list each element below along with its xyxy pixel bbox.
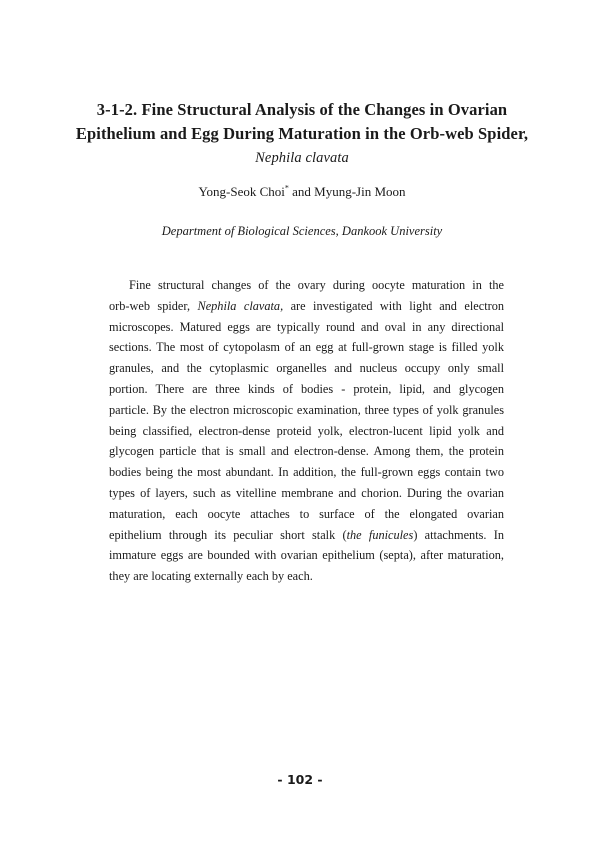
page-number: - 102 - bbox=[277, 772, 323, 787]
abstract-text: glycogen particle that is small and electron-dense. Among them, the protein bbox=[109, 444, 504, 459]
abstract-line bbox=[109, 462, 504, 483]
abstract-text: particle. By the electron microscopic examination, three types of yolk granules bbox=[109, 402, 504, 417]
abstract-line bbox=[109, 566, 504, 587]
paper-title bbox=[60, 98, 544, 170]
authors bbox=[60, 183, 544, 201]
abstract-text: microscopes. Matured eggs are typically round and oval in any directional bbox=[109, 319, 504, 334]
abstract-text: maturation, each oocyte attaches to surface of the elongated ovarian bbox=[109, 506, 504, 521]
affiliation: Department of Biological Sciences, Dankook University bbox=[161, 224, 443, 238]
abstract-text: immature eggs are bounded with ovarian epithelium (septa), after maturation, bbox=[109, 548, 504, 563]
abstract-line bbox=[109, 400, 504, 421]
abstract-text: ) attachments. In bbox=[413, 527, 504, 542]
abstract-line bbox=[109, 525, 504, 546]
abstract-line bbox=[109, 483, 504, 504]
abstract bbox=[109, 275, 504, 587]
abstract-text: granules, and the cytoplasmic organelles and nucleus occupy only small bbox=[109, 361, 504, 376]
abstract-italic-term: the funicules bbox=[346, 527, 414, 542]
abstract-text: portion. There are three kinds of bodies - protein, lipid, and glycogen bbox=[109, 381, 504, 396]
author-2: Myung-Jin Moon bbox=[314, 184, 406, 199]
abstract-text: bodies being the most abundant. In addition, the full-grown eggs contain two bbox=[109, 465, 504, 480]
abstract-line bbox=[109, 337, 504, 358]
abstract-line bbox=[109, 441, 504, 462]
abstract-text: they are locating externally each by each. bbox=[109, 569, 313, 584]
title-line-1: 3-1-2. Fine Structural Analysis of the Changes in Ovarian bbox=[96, 100, 508, 119]
abstract-text: are investigated with light and electron bbox=[283, 298, 505, 313]
abstract-italic-term: Nephila clavata, bbox=[197, 298, 284, 313]
abstract-line bbox=[109, 421, 504, 442]
abstract-text: epithelium through its peculiar short stalk ( bbox=[109, 527, 347, 542]
abstract-line bbox=[109, 358, 504, 379]
abstract-line bbox=[109, 317, 504, 338]
corresponding-author-mark: * bbox=[284, 183, 289, 193]
abstract-line bbox=[109, 545, 504, 566]
abstract-line bbox=[109, 504, 504, 525]
abstract-text: orb-web spider, bbox=[109, 298, 198, 313]
abstract-text: Fine structural changes of the ovary during oocyte maturation in the bbox=[129, 278, 504, 292]
abstract-text: sections. The most of cytopolasm of an egg at full-grown stage is filled yolk bbox=[109, 340, 504, 355]
abstract-text: being classified, electron-dense proteid yolk, electron-lucent lipid yolk and bbox=[109, 423, 504, 438]
abstract-line bbox=[109, 275, 504, 296]
author-join: and bbox=[288, 184, 315, 199]
abstract-line bbox=[109, 296, 504, 317]
title-line-2: Epithelium and Egg During Maturation in the Orb-web Spider, bbox=[75, 124, 529, 143]
author-1: Yong-Seok Choi bbox=[198, 184, 285, 199]
abstract-text: types of layers, such as vitelline membrane and chorion. During the ovarian bbox=[109, 485, 504, 500]
title-species: Nephila clavata bbox=[255, 150, 349, 166]
abstract-line bbox=[109, 379, 504, 400]
